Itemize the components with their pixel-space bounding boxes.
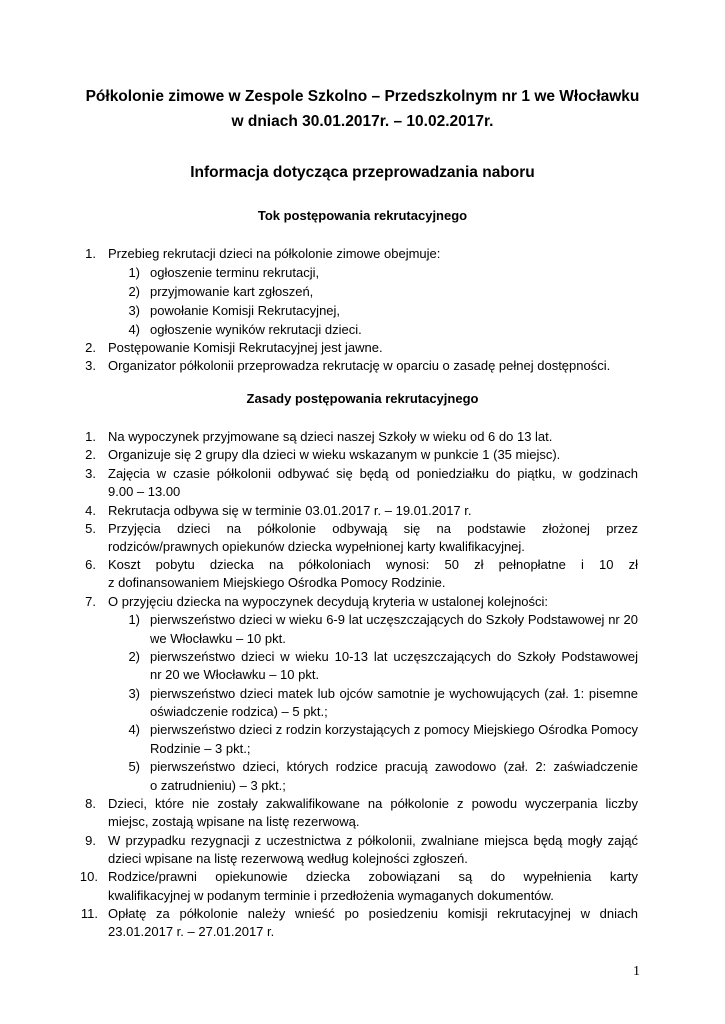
subitem-number: 2) — [128, 649, 140, 664]
subitem-number: 2) — [128, 284, 140, 299]
item-number: 6. — [85, 557, 96, 572]
item-text-line: Przyjęcia dzieci na półkolonie odbywają się na podstawie złożonej przez — [108, 521, 638, 536]
item-number: 7. — [85, 594, 96, 609]
item-number: 8. — [85, 796, 96, 811]
item-text: Organizuje się 2 grupy dla dzieci w wieku wskazanym w punkcie 1 (35 miejsc). — [108, 447, 561, 462]
section2-heading: Zasady postępowania rekrutacyjnego — [246, 391, 479, 406]
subitem-number: 1) — [128, 612, 140, 627]
subitem-number: 4) — [128, 322, 140, 337]
subitem-text-line: nr 20 we Włocławku – 10 pkt. — [150, 667, 320, 682]
subitem-text: ogłoszenie wyników rekrutacji dzieci. — [150, 322, 362, 337]
item-number: 2. — [85, 447, 96, 462]
subitem-text-line: pierwszeństwo dzieci matek lub ojców samotnie je wychowujących (zał. 1: pisemne — [150, 686, 638, 701]
title-line-1: Półkolonie zimowe w Zespole Szkolno – Przedszkolnym nr 1 we Włocławku — [85, 88, 640, 105]
item-number: 1. — [85, 429, 96, 444]
item-text-line: Rodzice/prawni opiekunowie dziecka zobowiązani są do wypełnienia karty — [108, 869, 638, 884]
subitem-text-line: o zatrudnieniu) – 3 pkt.; — [150, 778, 286, 793]
item-text: Organizator półkolonii przeprowadza rekrutację w oparciu o zasadę pełnej dostępności. — [108, 358, 611, 373]
subitem-text-line: Rodzinie – 3 pkt.; — [150, 741, 251, 756]
subitem-text: ogłoszenie terminu rekrutacji, — [150, 265, 320, 280]
item-text-line: Dzieci, które nie zostały zakwalifikowane na półkolonie z powodu wyczerpania liczby — [108, 796, 638, 811]
item-number: 10. — [79, 869, 98, 884]
item-number: 1. — [85, 246, 96, 261]
subitem-text-line: we Włocławku – 10 pkt. — [150, 631, 286, 646]
info-heading: Informacja dotycząca przeprowadzania naboru — [190, 164, 535, 181]
item-text-line: 9.00 – 13.00 — [108, 484, 181, 499]
subitem-number: 1) — [128, 265, 140, 280]
item-text: Postępowanie Komisji Rekrutacyjnej jest jawne. — [108, 340, 383, 355]
item-text-line: Zajęcia w czasie półkolonii odbywać się będą od poniedziałku do piątku, w godzinach — [108, 466, 638, 481]
subitem-text-line: pierwszeństwo dzieci w wieku 6-9 lat uczęszczających do Szkoły Podstawowej nr 20 — [150, 612, 638, 627]
item-text-line: rodziców/prawnych opiekunów dziecka wypełnionej karty kwalifikacyjnej. — [108, 539, 525, 554]
subitem-text-line: pierwszeństwo dzieci z rodzin korzystających z pomocy Miejskiego Ośrodka Pomocy — [150, 722, 638, 737]
item-text-line: 23.01.2017 r. – 27.01.2017 r. — [108, 924, 275, 939]
item-text: Na wypoczynek przyjmowane są dzieci naszej Szkoły w wieku od 6 do 13 lat. — [108, 429, 553, 444]
item-number: 9. — [85, 833, 96, 848]
subitem-text-line: oświadczenie rodzica) – 5 pkt.; — [150, 704, 328, 719]
item-number: 3. — [85, 466, 96, 481]
subitem-text: przyjmowanie kart zgłoszeń, — [150, 284, 314, 299]
subitem-number: 4) — [128, 722, 140, 737]
subitem-number: 3) — [128, 686, 140, 701]
title-line-2: w dniach 30.01.2017r. – 10.02.2017r. — [231, 113, 494, 130]
subitem-number: 5) — [128, 759, 140, 774]
subitem-text-line: pierwszeństwo dzieci, których rodzice pracują zawodowo (zał. 2: zaświadczenie — [150, 759, 638, 774]
item-text-line: W przypadku rezygnacji z uczestnictwa z półkolonii, zwalniane miejsca będą mogły zająć — [108, 833, 638, 848]
item-text-line: kwalifikacyjnej w podanym terminie i przedłożenia wymaganych dokumentów. — [108, 888, 554, 903]
item-text-line: dzieci wpisane na listę rezerwową według kolejności zgłoszeń. — [108, 851, 468, 866]
item-text: Przebieg rekrutacji dzieci na półkolonie zimowe obejmuje: — [108, 246, 441, 261]
subitem-text: powołanie Komisji Rekrutacyjnej, — [150, 303, 341, 318]
item-text-line: z dofinansowaniem Miejskiego Ośrodka Pomocy Rodzinie. — [108, 575, 446, 590]
item-text-line: Opłatę za półkolonie należy wnieść po posiedzeniu komisji rekrutacyjnej w dniach — [108, 906, 638, 921]
item-text-line: Koszt pobytu dziecka na półkoloniach wynosi: 50 zł pełnopłatne i 10 zł — [108, 557, 638, 572]
item-text: O przyjęciu dziecka na wypoczynek decydują kryteria w ustalonej kolejności: — [108, 594, 549, 609]
item-number: 2. — [85, 340, 96, 355]
subitem-number: 3) — [128, 303, 140, 318]
item-number: 5. — [85, 521, 96, 536]
subitem-text-line: pierwszeństwo dzieci w wieku 10-13 lat uczęszczających do Szkoły Podstawowej — [150, 649, 638, 664]
item-number: 11. — [80, 906, 98, 921]
item-text-line: miejsc, zostają wpisane na listę rezerwową. — [108, 814, 360, 829]
page-number: 1 — [633, 964, 640, 979]
section1-heading: Tok postępowania rekrutacyjnego — [257, 208, 468, 223]
item-number: 4. — [85, 503, 96, 518]
item-text: Rekrutacja odbywa się w terminie 03.01.2017 r. – 19.01.2017 r. — [108, 503, 472, 518]
item-number: 3. — [85, 358, 96, 373]
